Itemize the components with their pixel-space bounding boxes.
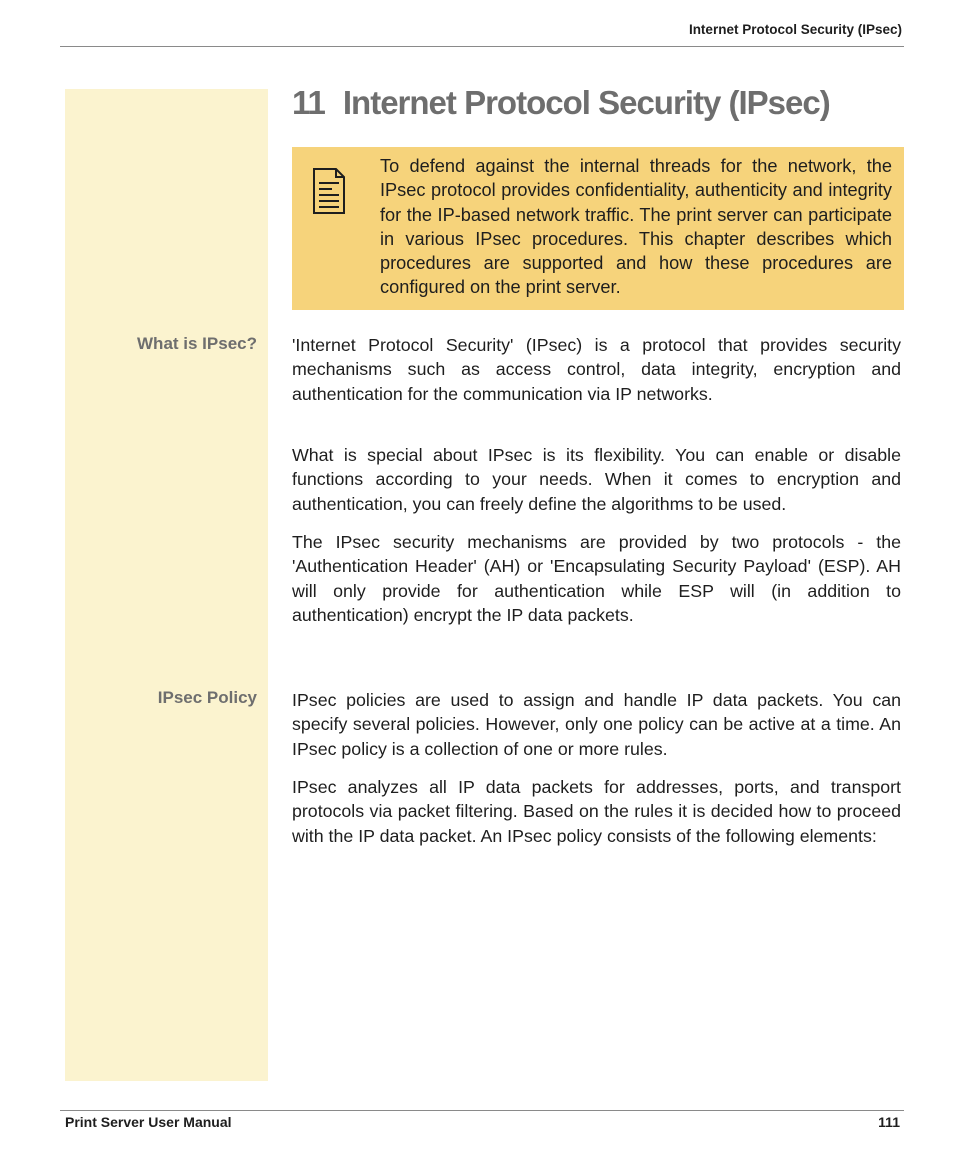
footer-manual-name: Print Server User Manual (65, 1114, 232, 1130)
header-rule (60, 46, 904, 47)
note-box (292, 147, 904, 310)
paragraph: IPsec policies are used to assign and handle IP data packets. You can specify several policies. However, only one policy can be active at a time. An IPsec policy is a collection of one or more rules. (292, 690, 901, 759)
document-note-icon (312, 167, 346, 215)
running-header: Internet Protocol Security (IPsec) (688, 22, 902, 37)
side-heading-what-is-ipsec: What is IPsec? (137, 334, 257, 353)
paragraph: 'Internet Protocol Security' (IPsec) is a protocol that provides security mechanisms such as access control, data integrity, encryption and authentication for the communication via IP networks. (292, 335, 901, 404)
chapter-title-text: Internet Protocol Security (IPsec) (342, 84, 830, 121)
chapter-title (292, 84, 830, 122)
footer-rule (60, 1110, 904, 1111)
paragraph: IPsec analyzes all IP data packets for addresses, ports, and transport protocols via packet filtering. Based on the rules it is decided how to proceed with the IP data packet. An IPsec policy consists of the following elements: (292, 777, 901, 846)
chapter-number: 11 (292, 84, 325, 121)
note-text: To defend against the internal threads for the network, the IPsec protocol provides confidentiality, authenticity and integrity for the IP-based network traffic. The print server can participate in various IPsec procedures. This chapter describes which procedures are supported and how these procedures are configured on the print server. (380, 156, 892, 298)
side-heading-ipsec-policy: IPsec Policy (157, 688, 257, 707)
sidebar-margin-band (65, 89, 268, 1081)
paragraph: The IPsec security mechanisms are provided by two protocols - the 'Authentication Header' (AH) or 'Encapsulating Security Payload' (ESP). AH will only provide for authentication while ESP will (in addition to authentication) encrypt the IP data packets. (292, 532, 901, 625)
page-number: 111 (878, 1114, 900, 1130)
paragraph: What is special about IPsec is its flexibility. You can enable or disable functions according to your needs. When it comes to encryption and authentication, you can freely define the algorithms to be used. (292, 445, 901, 514)
